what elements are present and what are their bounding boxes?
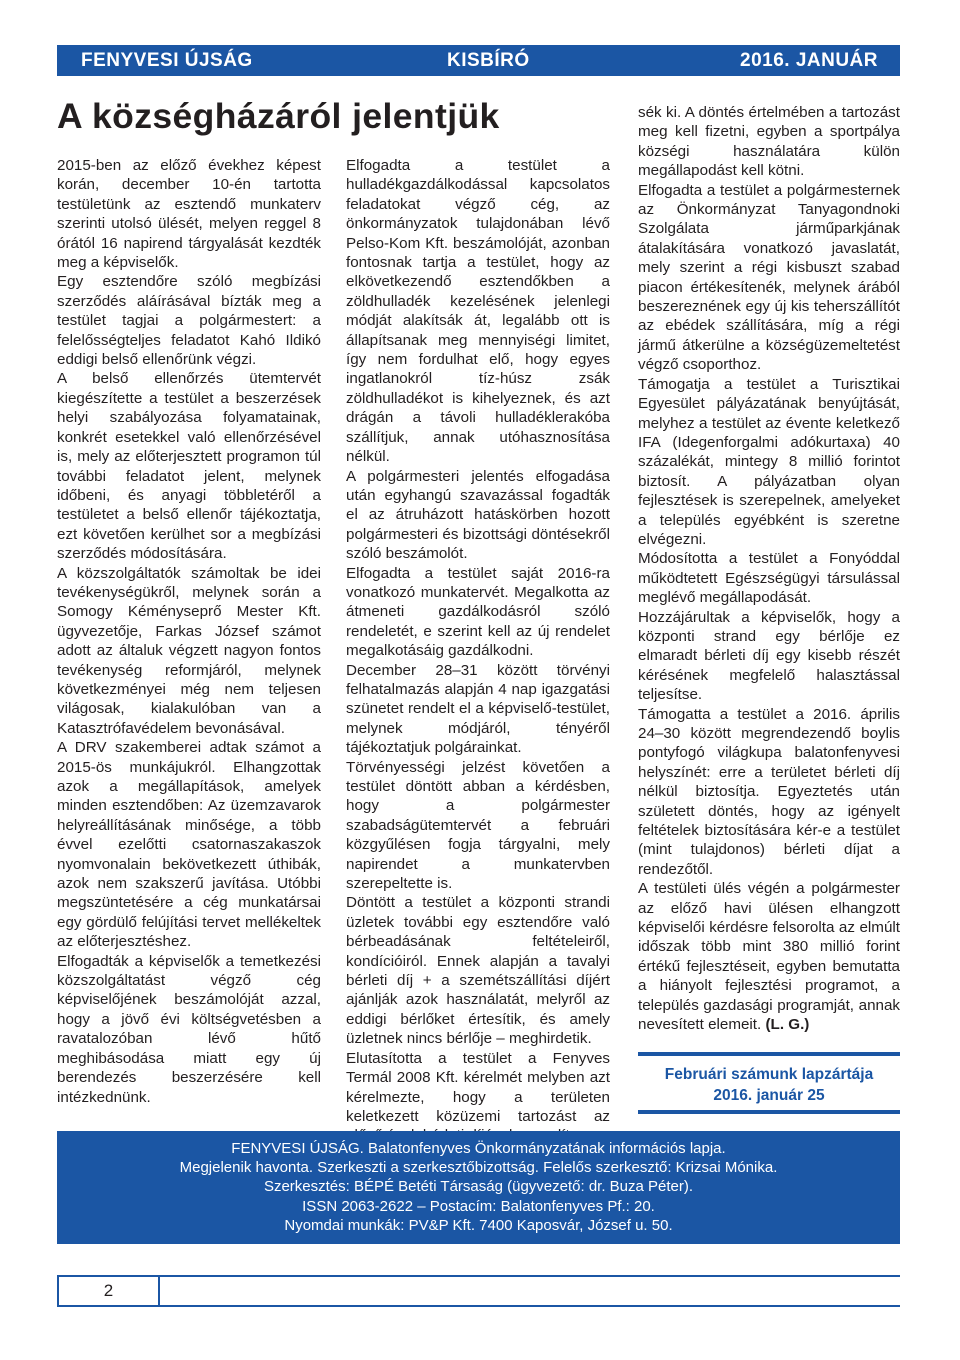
paragraph: Egy esztendőre szóló megbízási szerződés aláírásával bízták meg a testület tagjai a polgármestert: a felelősségteljes feladatot Kahó Ildikó eddigi belső ellenőrünk végzi. xyxy=(57,273,321,369)
deadline-box xyxy=(638,1052,900,1114)
paragraph: December 28–31 között törvényi felhatalmazás alapján 4 nap igazgatási szünetet rendelt el a képviselő-testület, melynek módjáról, tényéről tájékoztatjuk polgárainkat. xyxy=(346,661,610,757)
paragraph: Hozzájárultak a képviselők, hogy a központi strand egy bérlője ez elmaradt bérleti díj egy kisebb részét kérésének megfelelő halasztással teljesítse. xyxy=(638,608,900,704)
article-column-3 xyxy=(638,103,900,1035)
paragraph: 2015-ben az előző évekhez képest korán, december 10-én tartotta testületünk az esztendő munkaterv szerinti utolsó ülését, melyen reggel 8 órától 16 napirend tárgyalását kezdték meg a képviselők. xyxy=(57,157,321,272)
paragraph: sék ki. A döntés értelmében a tartozást meg kell fizetni, egyben a sportpálya községi használatára külön megállapodást kell kötni. xyxy=(638,104,900,180)
paragraph: A közszolgáltatók számoltak be idei tevékenységükről, melynek során a Somogy Kéményseprő Mester Kft. ügyvezetője, Farkas József számot adott az általuk végzett nagyon fontos tevékenység reformjáról, melynek következményei még nem teljesen világosak, kialakulóban van a Katasztrófavédelem bevonásával. xyxy=(57,564,321,737)
masthead-bar xyxy=(57,45,900,76)
paragraph: Támogatta a testület a 2016. április 24–30 között megrendezendő boylis pontyfogó világkupa balatonfenyvesi helyszínét: erre a területet bérleti díj nélkül biztosítja. Egyeztetés után született döntés, hogy az igényelt feltételek biztosítására kér-e a testület (mint tulajdonos) bérleti díjat a rendezőtől. xyxy=(638,705,900,878)
paragraph: Elfogadta a testület saját 2016-ra vonatkozó munkatervét. Megalkotta az átmeneti gazdálkodásról szóló rendeletét, e szerint kell az új rendelet megalkotásáig gazdálkodni. xyxy=(346,564,610,660)
article-column-1 xyxy=(57,156,321,1107)
imprint-line: ISSN 2063-2622 – Postacím: Balatonfenyves Pf.: 20. xyxy=(302,1197,655,1215)
paragraph: Döntött a testület a központi strandi üzletek további egy esztendőre való bérbeadásának feltételeiről, kondícióiról. Ennek alapján a tavalyi bérleti díj + a szemétszállítási díjért ajánlják azok használatát, melyről az eddigi bérlőket értesítik, és amely üzletnek nincs bérlője – meghirdetik. xyxy=(346,894,610,1048)
paragraph: Elfogadta a testület a hulladékgazdálkodással kapcsolatos feladatokat végző cég, az önkormányzatok tulajdonában lévő Pelso-Kom Kft. beszámolóját, azonban fontosnak tartja a testület, hogy az elkövetkezendő esztendőkben a zöldhulladék kezelésének jelenlegi módját alakítsák át, legalább ott is állapítsanak meg mennyiségi limitet, így nem fordulhat elő, hogy egyes ingatlanokról tíz-húsz zsák zöldhulladékot is kihelyeznek, és azt drágán a távoli hulladéklerakóba szállítjuk, annak utóhasznosítása nélkül. xyxy=(346,157,610,466)
paragraph: A polgármesteri jelentés elfogadása után egyhangú szavazással fogadták el az átruházott hatáskörben hozott polgármesteri és bizottsági döntésekről szóló beszámolót. xyxy=(346,467,610,563)
article-title: A községházáról jelentjük xyxy=(57,96,500,136)
publication-name: FENYVESI ÚJSÁG xyxy=(81,50,253,71)
paragraph: A belső ellenőrzés ütemtervét kiegészítette a testület a beszerzések helyi szabályozása folyamatainak, konkrét esetekkel való ellenőrzésével is, mely az előterjesztett programon túl további feladatot jelent, melynek időbeni, és anyagi többletéről a testületet a belső ellenőr tájékoztatja, ezt követően kerülhet sor a megbízási szerződés módosítására. xyxy=(57,370,321,563)
imprint-line: Megjelenik havonta. Szerkeszti a szerkesztőbizottság. Felelős szerkesztő: Krizsai Mónika. xyxy=(179,1159,778,1177)
paragraph: Támogatja a testület a Turisztikai Egyesület pályázatának benyújtását, melyhez a testület az évente keletkező IFA (Idegenforgalmi adókurtaxa) 40 százalékát, mintegy 8 millió forintot biztosít. A pályázatban olyan fejlesztések is szerepelnek, amelyeket a település egyébként is szeretne elvégezni. xyxy=(638,375,900,548)
footer-rule xyxy=(57,1275,900,1307)
imprint-line: Szerkesztés: BÉPÉ Betéti Társaság (ügyvezető: dr. Buza Péter). xyxy=(263,1178,694,1196)
paragraph: A DRV szakemberei adtak számot a 2015-ös munkájukról. Elhangzottak azok a megállapítások, amelyek minden esztendőben: Az üzemzavarok helyreállításának minősége, a több évvel ezelőtti csatornaszakaszok nyomvonalain bekövetkezett úthibák, azok nem szakszerű javítása. Utóbbi megszüntetésére a cég munkatársai egy gördülő felújítási tervet mellékeltek az előterjesztéshez. xyxy=(57,739,321,951)
imprint-line: FENYVESI ÚJSÁG. Balatonfenyves Önkormányzatának információs lapja. xyxy=(231,1140,726,1157)
paragraph: Elfogadták a képviselők a temetkezési közszolgáltatást végző cég képviselőjének beszámolóját azzal, hogy a jövő évi költségvetésben a ravatalozóban lévő hűtő meghibásodása miatt egy új berendezés beszerzésére kell intézkednünk. xyxy=(57,952,321,1106)
deadline-label: Februári számunk lapzártája xyxy=(664,1066,874,1083)
author-signature: (L. G.) xyxy=(765,1016,810,1034)
page-number: 2 xyxy=(57,1275,160,1307)
paragraph: Törvényességi jelzést követően a testület döntött abban a kérdésben, hogy a polgármester szabadságütemtervét a februári közgyűlésen fogja tárgyalni, mely napirendet a munkatervben szerepeltette is. xyxy=(346,758,610,893)
article-column-2 xyxy=(346,156,610,1146)
paragraph-text: A testületi ülés végén a polgármester az előző havi ülésen elhangzott képviselői kérdésre felsorolta az elmúlt időszak több mint 380 millió forint értékű fejlesztéseit, egyben bemutatta a hiányolt fejlesztési programot, a település gazdasági programját, annak nevesített elemeit. xyxy=(638,880,900,1034)
paragraph: Elfogadta a testület a polgármesternek az Önkormányzat Tanyagondnoki Szolgálata járműparkjának átalakítására vonatkozó javaslatát, mely szerint a régi kisbuszt szabad piacon értékesítenék, melynek árából beszereznének egy új kis teherszállítót az ebédek szállítására, míg a régi jármű átkerülne a községüzemeltetést végző csoporthoz. xyxy=(638,181,900,374)
issue-date: 2016. JANUÁR xyxy=(740,50,878,71)
paragraph-last xyxy=(638,879,900,1034)
imprint-box xyxy=(57,1131,900,1244)
paragraph: Módosította a testület a Fonyóddal működtetett Egészségügyi társulással meglévő megállapodását. xyxy=(638,550,900,607)
paragraph: Elutasította a testület a Fenyves Termál 2008 Kft. kérelmét melyben azt kérelmezte, hogy a területen keletkezett közüzemi tartozást az xyxy=(346,1049,610,1125)
section-name: KISBÍRÓ xyxy=(447,50,530,71)
imprint-line: Nyomdai munkák: PV&P Kft. 7400 Kaposvár, József u. 50. xyxy=(284,1216,673,1234)
deadline-date: 2016. január 25 xyxy=(713,1087,825,1104)
